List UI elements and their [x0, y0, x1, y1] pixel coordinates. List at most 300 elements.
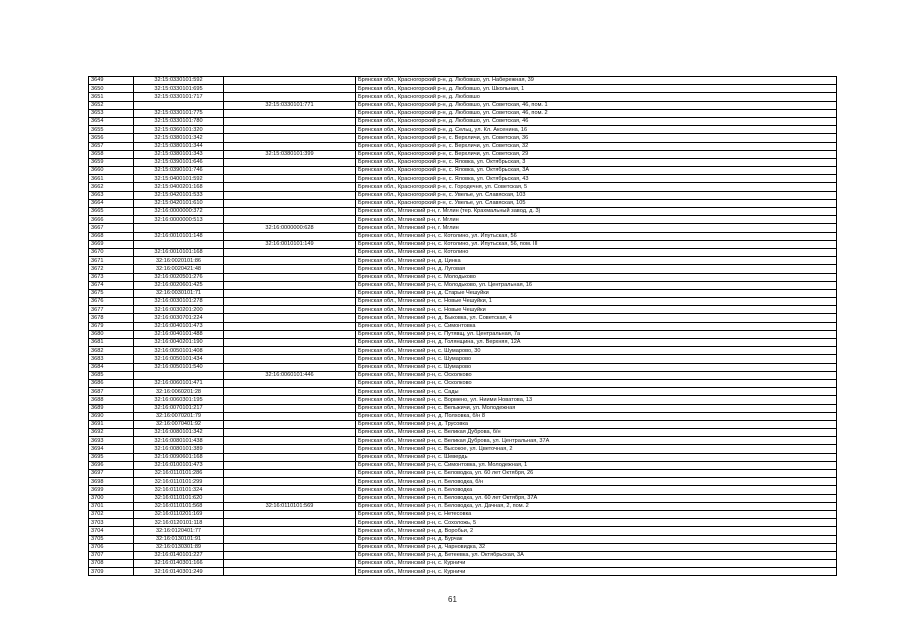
row-number-cell: 3650 [89, 85, 134, 93]
row-number-cell: 3652 [89, 101, 134, 109]
row-number-cell: 3686 [89, 379, 134, 387]
address-cell: Брянская обл., Красногорский р-н, с. Увелье, ул. Славяская, 103 [356, 191, 837, 199]
row-number-cell: 3688 [89, 396, 134, 404]
table-row [89, 232, 837, 240]
table-row [89, 560, 837, 568]
table-row [89, 298, 837, 306]
row-number-cell: 3691 [89, 420, 134, 428]
previous-number-cell [224, 420, 356, 428]
row-number-cell: 3696 [89, 461, 134, 469]
table-row [89, 568, 837, 576]
previous-number-cell [224, 77, 356, 85]
table-row [89, 183, 837, 191]
address-cell: Брянская обл., Мглинский р-н, д. Быковка, ул. Советская, 4 [356, 314, 837, 322]
page-number: 61 [448, 595, 457, 604]
previous-number-cell [224, 437, 356, 445]
previous-number-cell [224, 486, 356, 494]
table-row [89, 404, 837, 412]
row-number-cell: 3685 [89, 371, 134, 379]
address-cell: Брянская обл., Красногорский р-н, с. Яловка, ул. Октябрьская, 3А [356, 167, 837, 175]
cadastral-number-cell: 32:16:0040101:488 [134, 330, 224, 338]
table-row [89, 167, 837, 175]
cadastral-number-cell: 32:16:0030201:200 [134, 306, 224, 314]
address-cell: Брянская обл., Мглинский р-н, с. Сохоложь, 5 [356, 519, 837, 527]
address-cell: Брянская обл., Мглинский р-н, с. Новые Чешуйки, 1 [356, 298, 837, 306]
previous-number-cell [224, 208, 356, 216]
cadastral-number-cell: 32:15:0390101:746 [134, 167, 224, 175]
previous-number-cell [224, 404, 356, 412]
table-row [89, 429, 837, 437]
address-cell: Брянская обл., Мглинский р-н, с. Сады [356, 388, 837, 396]
table-row [89, 175, 837, 183]
cadastral-number-cell: 32:16:0070101:217 [134, 404, 224, 412]
table-row [89, 535, 837, 543]
table-row [89, 445, 837, 453]
address-cell: Брянская обл., Мглинский р-н, с. Шумарово [356, 363, 837, 371]
cadastral-number-cell: 32:15:0380101:344 [134, 142, 224, 150]
row-number-cell: 3655 [89, 126, 134, 134]
row-number-cell: 3662 [89, 183, 134, 191]
address-cell: Брянская обл., Мглинский р-н, с. Великая Дуброва, ул. Центральная, 37А [356, 437, 837, 445]
table-row [89, 502, 837, 510]
row-number-cell: 3657 [89, 142, 134, 150]
cadastral-number-cell: 32:15:0390101:646 [134, 158, 224, 166]
address-cell: Брянская обл., Мглинский р-н, г. Мглин [356, 216, 837, 224]
row-number-cell: 3695 [89, 453, 134, 461]
previous-number-cell [224, 289, 356, 297]
row-number-cell: 3665 [89, 208, 134, 216]
previous-number-cell [224, 134, 356, 142]
address-cell: Брянская обл., Мглинский р-н, с. Курничи [356, 560, 837, 568]
cadastral-number-cell: 32:16:0120101:118 [134, 519, 224, 527]
address-cell: Брянская обл., Мглинский р-н, с. Котолино, ул. Ипутьская, 56 [356, 232, 837, 240]
row-number-cell: 3674 [89, 281, 134, 289]
address-cell: Брянская обл., Красногорский р-н, д. Любовшо, ул. Школьная, 1 [356, 85, 837, 93]
previous-number-cell [224, 478, 356, 486]
row-number-cell: 3651 [89, 93, 134, 101]
row-number-cell: 3678 [89, 314, 134, 322]
address-cell: Брянская обл., Мглинский р-н, с. Котолино, ул. Ипутьская, 56, пом. III [356, 240, 837, 248]
previous-number-cell [224, 85, 356, 93]
address-cell: Брянская обл., Красногорский р-н, с. Увелье, ул. Славяская, 105 [356, 199, 837, 207]
cadastral-number-cell: 32:16:0020501:276 [134, 273, 224, 281]
row-number-cell: 3684 [89, 363, 134, 371]
cadastral-number-cell: 32:16:0110101:286 [134, 470, 224, 478]
row-number-cell: 3709 [89, 568, 134, 576]
previous-number-cell [224, 109, 356, 117]
cadastral-number-cell: 32:16:0080101:438 [134, 437, 224, 445]
cadastral-number-cell: 32:16:0030101:71 [134, 289, 224, 297]
previous-number-cell [224, 379, 356, 387]
cadastral-number-cell: 32:15:0400201:168 [134, 183, 224, 191]
table-row [89, 101, 837, 109]
address-cell: Брянская обл., Мглинский р-н, п. Беловодка, ул. 60 лет Октября, 37А [356, 494, 837, 502]
table-row [89, 347, 837, 355]
cadastral-number-cell: 32:16:0020601:425 [134, 281, 224, 289]
address-cell: Брянская обл., Мглинский р-н, д. Цинка [356, 257, 837, 265]
table-row [89, 519, 837, 527]
table-row [89, 510, 837, 518]
table-row [89, 478, 837, 486]
address-cell: Брянская обл., Мглинский р-н, д. Бетеевка, ул. Октябрьская, 3А [356, 551, 837, 559]
cadastral-number-cell: 32:16:0100101:473 [134, 461, 224, 469]
row-number-cell: 3697 [89, 470, 134, 478]
cadastral-number-cell: 32:16:0050101:408 [134, 347, 224, 355]
row-number-cell: 3699 [89, 486, 134, 494]
row-number-cell: 3664 [89, 199, 134, 207]
previous-number-cell [224, 330, 356, 338]
table-row [89, 494, 837, 502]
table-row [89, 322, 837, 330]
address-cell: Брянская обл., Красногорский р-н, с. Верхличи, ул. Советская, 32 [356, 142, 837, 150]
row-number-cell: 3666 [89, 216, 134, 224]
cadastral-number-cell: 32:16:0070201:79 [134, 412, 224, 420]
address-cell: Брянская обл., Мглинский р-н, д. Воробьи, 2 [356, 527, 837, 535]
address-cell: Брянская обл., Мглинский р-н, г. Мглин [356, 224, 837, 232]
table-row [89, 273, 837, 281]
cadastral-number-cell: 32:16:0060301:195 [134, 396, 224, 404]
previous-number-cell [224, 396, 356, 404]
table-row [89, 388, 837, 396]
address-cell: Брянская обл., Мглинский р-н, п. Беловодка, ул. Дачная, 2, пом. 2 [356, 502, 837, 510]
previous-number-cell [224, 527, 356, 535]
previous-number-cell [224, 265, 356, 273]
row-number-cell: 3701 [89, 502, 134, 510]
row-number-cell: 3679 [89, 322, 134, 330]
row-number-cell: 3654 [89, 117, 134, 125]
address-cell: Брянская обл., Красногорский р-н, д. Любовшо [356, 93, 837, 101]
cadastral-number-cell: 32:16:0070401:92 [134, 420, 224, 428]
address-cell: Брянская обл., Красногорский р-н, д. Любовшо, ул. Советская, 46, пом. 1 [356, 101, 837, 109]
cadastral-number-cell [134, 240, 224, 248]
address-cell: Брянская обл., Мглинский р-н, с. Беловодка, ул. 60 лет Октября, 26 [356, 470, 837, 478]
table-row [89, 379, 837, 387]
row-number-cell: 3672 [89, 265, 134, 273]
previous-number-cell [224, 93, 356, 101]
address-cell: Брянская обл., Мглинский р-н, с. Котолино [356, 248, 837, 256]
previous-number-cell [224, 199, 356, 207]
previous-number-cell [224, 167, 356, 175]
cadastral-number-cell: 32:15:0420101:610 [134, 199, 224, 207]
previous-number-cell [224, 306, 356, 314]
table-row [89, 486, 837, 494]
previous-number-cell [224, 363, 356, 371]
table-row [89, 134, 837, 142]
address-cell: Брянская обл., Мглинский р-н, д. Бурчак [356, 535, 837, 543]
previous-number-cell [224, 314, 356, 322]
table-row [89, 158, 837, 166]
cadastral-number-cell: 32:15:0330101:780 [134, 117, 224, 125]
previous-number-cell [224, 388, 356, 396]
previous-number-cell [224, 519, 356, 527]
address-cell: Брянская обл., Красногорский р-н, с. Верхличи, ул. Советская, 36 [356, 134, 837, 142]
cadastral-number-cell: 32:16:0030101:278 [134, 298, 224, 306]
address-cell: Брянская обл., Красногорский р-н, д. Любовшо, ул. Советская, 46, пом. 2 [356, 109, 837, 117]
address-cell: Брянская обл., Мглинский р-н, с. Шумарово, 30 [356, 347, 837, 355]
table-row [89, 527, 837, 535]
row-number-cell: 3667 [89, 224, 134, 232]
cadastral-number-cell: 32:16:0110101:299 [134, 478, 224, 486]
table-row [89, 93, 837, 101]
address-cell: Брянская обл., Мглинский р-н, с. Шумарово [356, 355, 837, 363]
row-number-cell: 3692 [89, 429, 134, 437]
address-cell: Брянская обл., Мглинский р-н, д. Луговая [356, 265, 837, 273]
row-number-cell: 3700 [89, 494, 134, 502]
row-number-cell: 3705 [89, 535, 134, 543]
table-row [89, 314, 837, 322]
table-row [89, 453, 837, 461]
previous-number-cell [224, 445, 356, 453]
row-number-cell: 3681 [89, 339, 134, 347]
cadastral-number-cell: 32:16:0030701:224 [134, 314, 224, 322]
previous-number-cell: 32:16:0010101:149 [224, 240, 356, 248]
cadastral-number-cell: 32:16:0020421:48 [134, 265, 224, 273]
address-cell: Брянская обл., Мглинский р-н, д. Голянщина, ул. Верхняя, 12А [356, 339, 837, 347]
table-row [89, 117, 837, 125]
previous-number-cell: 32:16:0000000:628 [224, 224, 356, 232]
cadastral-number-cell: 32:16:0060201:28 [134, 388, 224, 396]
previous-number-cell: 32:16:0060101:446 [224, 371, 356, 379]
address-cell: Брянская обл., Мглинский р-н, д. Чарновидка, 32 [356, 543, 837, 551]
table-row [89, 355, 837, 363]
table-row [89, 281, 837, 289]
address-cell: Брянская обл., Красногорский р-н, д. Любовшо, ул. Набережная, 39 [356, 77, 837, 85]
previous-number-cell [224, 273, 356, 281]
cadastral-number-cell: 32:16:0080101:342 [134, 429, 224, 437]
previous-number-cell [224, 183, 356, 191]
cadastral-number-cell: 32:16:0090601:168 [134, 453, 224, 461]
cadastral-number-cell: 32:16:0040101:473 [134, 322, 224, 330]
table-row [89, 77, 837, 85]
row-number-cell: 3698 [89, 478, 134, 486]
previous-number-cell [224, 510, 356, 518]
cadastral-number-cell: 32:16:0130301:89 [134, 543, 224, 551]
table-row [89, 543, 837, 551]
table-row [89, 396, 837, 404]
table-row [89, 109, 837, 117]
previous-number-cell [224, 347, 356, 355]
cadastral-number-cell [134, 101, 224, 109]
table-row [89, 412, 837, 420]
previous-number-cell [224, 248, 356, 256]
cadastral-number-cell: 32:15:0380101:342 [134, 134, 224, 142]
cadastral-number-cell: 32:16:0080101:389 [134, 445, 224, 453]
previous-number-cell [224, 158, 356, 166]
cadastral-number-cell: 32:16:0110201:169 [134, 510, 224, 518]
row-number-cell: 3676 [89, 298, 134, 306]
table-row [89, 437, 837, 445]
table-row [89, 142, 837, 150]
row-number-cell: 3663 [89, 191, 134, 199]
previous-number-cell [224, 142, 356, 150]
address-cell: Брянская обл., Мглинский р-н, с. Вормено, ул. Ниими Новатова, 13 [356, 396, 837, 404]
table-row [89, 330, 837, 338]
row-number-cell: 3656 [89, 134, 134, 142]
table-row [89, 420, 837, 428]
row-number-cell: 3680 [89, 330, 134, 338]
previous-number-cell [224, 429, 356, 437]
address-cell: Брянская обл., Мглинский р-н, с. Осколково [356, 371, 837, 379]
previous-number-cell [224, 322, 356, 330]
previous-number-cell: 32:16:0110101:569 [224, 502, 356, 510]
cadastral-number-cell [134, 224, 224, 232]
cadastral-number-cell: 32:15:0330101:695 [134, 85, 224, 93]
address-cell: Брянская обл., Мглинский р-н, д. Трусовка [356, 420, 837, 428]
address-cell: Брянская обл., Мглинский р-н, с. Великая Дуброва, б/н [356, 429, 837, 437]
address-cell: Брянская обл., Мглинский р-н, д. Старые Чешуйки [356, 289, 837, 297]
row-number-cell: 3658 [89, 150, 134, 158]
address-cell: Брянская обл., Красногорский р-н, с. Верхличи, ул. Советская, 29 [356, 150, 837, 158]
cadastral-number-cell: 32:16:0120401:77 [134, 527, 224, 535]
table-row [89, 363, 837, 371]
table-row [89, 191, 837, 199]
row-number-cell: 3703 [89, 519, 134, 527]
table-row [89, 126, 837, 134]
previous-number-cell [224, 543, 356, 551]
cadastral-number-cell: 32:16:0140301:249 [134, 568, 224, 576]
cadastral-number-cell: 32:15:0420101:533 [134, 191, 224, 199]
address-cell: Брянская обл., Красногорский р-н, с. Яловка, ул. Октябрьская, 43 [356, 175, 837, 183]
previous-number-cell [224, 412, 356, 420]
row-number-cell: 3707 [89, 551, 134, 559]
table-row [89, 240, 837, 248]
cadastral-number-cell [134, 371, 224, 379]
row-number-cell: 3671 [89, 257, 134, 265]
table-row [89, 461, 837, 469]
cadastral-number-cell: 32:16:0110101:568 [134, 502, 224, 510]
row-number-cell: 3659 [89, 158, 134, 166]
cadastral-number-cell: 32:16:0010101:168 [134, 248, 224, 256]
table-body [89, 77, 837, 576]
previous-number-cell [224, 355, 356, 363]
previous-number-cell [224, 453, 356, 461]
row-number-cell: 3670 [89, 248, 134, 256]
previous-number-cell: 32:15:0380101:399 [224, 150, 356, 158]
table-row [89, 248, 837, 256]
cadastral-number-cell: 32:15:0400101:592 [134, 175, 224, 183]
previous-number-cell [224, 339, 356, 347]
address-cell: Брянская обл., Мглинский р-н, с. Молодьково [356, 273, 837, 281]
table-row [89, 306, 837, 314]
cadastral-number-cell: 32:16:0050101:434 [134, 355, 224, 363]
cadastral-number-cell: 32:16:0050101:540 [134, 363, 224, 371]
address-cell: Брянская обл., Мглинский р-н, п. Беловодка [356, 486, 837, 494]
row-number-cell: 3687 [89, 388, 134, 396]
previous-number-cell: 32:15:0330101:771 [224, 101, 356, 109]
previous-number-cell [224, 281, 356, 289]
table-row [89, 371, 837, 379]
address-cell: Брянская обл., Мглинский р-н, с. Вельжичи, ул. Молодежная [356, 404, 837, 412]
address-cell: Брянская обл., Мглинский р-н, г. Мглин (тер. Крахмальный завод, д. 3) [356, 208, 837, 216]
cadastral-number-cell: 32:15:0330101:775 [134, 109, 224, 117]
previous-number-cell [224, 560, 356, 568]
previous-number-cell [224, 117, 356, 125]
address-cell: Брянская обл., Мглинский р-н, с. Молодьково, ул. Центральная, 16 [356, 281, 837, 289]
previous-number-cell [224, 257, 356, 265]
previous-number-cell [224, 535, 356, 543]
address-cell: Брянская обл., Мглинский р-н, с. Осколково [356, 379, 837, 387]
table-row [89, 339, 837, 347]
address-cell: Брянская обл., Мглинский р-н, д. Полховка, б/н 8 [356, 412, 837, 420]
row-number-cell: 3689 [89, 404, 134, 412]
table-row [89, 216, 837, 224]
cadastral-number-cell: 32:16:0000000:513 [134, 216, 224, 224]
cadastral-number-cell: 32:16:0000000:372 [134, 208, 224, 216]
row-number-cell: 3669 [89, 240, 134, 248]
row-number-cell: 3683 [89, 355, 134, 363]
row-number-cell: 3673 [89, 273, 134, 281]
cadastral-number-cell: 32:15:0380101:343 [134, 150, 224, 158]
cadastral-number-cell: 32:16:0010101:148 [134, 232, 224, 240]
row-number-cell: 3653 [89, 109, 134, 117]
address-cell: Брянская обл., Мглинский р-н, с. Новые Чешуйки [356, 306, 837, 314]
table-row [89, 199, 837, 207]
row-number-cell: 3693 [89, 437, 134, 445]
cadastral-number-cell: 32:16:0140101:227 [134, 551, 224, 559]
cadastral-number-cell: 32:15:0360101:320 [134, 126, 224, 134]
table-row [89, 470, 837, 478]
row-number-cell: 3682 [89, 347, 134, 355]
cadastral-number-cell: 32:15:0330101:717 [134, 93, 224, 101]
address-cell: Брянская обл., Мглинский р-н, с. Высокое, ул. Цветочная, 2 [356, 445, 837, 453]
address-cell: Брянская обл., Мглинский р-н, п. Беловодка, б/н [356, 478, 837, 486]
previous-number-cell [224, 470, 356, 478]
row-number-cell: 3660 [89, 167, 134, 175]
address-cell: Брянская обл., Красногорский р-н, с. Яловка, ул. Октябрьская, 3 [356, 158, 837, 166]
table-row [89, 208, 837, 216]
table-row [89, 257, 837, 265]
cadastral-number-cell: 32:16:0140301:166 [134, 560, 224, 568]
row-number-cell: 3661 [89, 175, 134, 183]
previous-number-cell [224, 175, 356, 183]
previous-number-cell [224, 191, 356, 199]
previous-number-cell [224, 216, 356, 224]
row-number-cell: 3649 [89, 77, 134, 85]
row-number-cell: 3675 [89, 289, 134, 297]
address-cell: Брянская обл., Мглинский р-н, с. Нетесовка [356, 510, 837, 518]
row-number-cell: 3690 [89, 412, 134, 420]
address-cell: Брянская обл., Мглинский р-н, с. Курничи [356, 568, 837, 576]
previous-number-cell [224, 494, 356, 502]
address-cell: Брянская обл., Мглинский р-н, с. Симонтовка [356, 322, 837, 330]
row-number-cell: 3694 [89, 445, 134, 453]
cadastral-number-cell: 32:16:0110101:324 [134, 486, 224, 494]
previous-number-cell [224, 461, 356, 469]
previous-number-cell [224, 126, 356, 134]
table-row [89, 224, 837, 232]
cadastral-number-cell: 32:16:0040201:190 [134, 339, 224, 347]
table-row [89, 289, 837, 297]
table-row [89, 150, 837, 158]
address-cell: Брянская обл., Мглинский р-н, с. Путявщ, ул. Центральная, 7а [356, 330, 837, 338]
table-row [89, 85, 837, 93]
row-number-cell: 3704 [89, 527, 134, 535]
row-number-cell: 3677 [89, 306, 134, 314]
previous-number-cell [224, 568, 356, 576]
row-number-cell: 3706 [89, 543, 134, 551]
cadastral-number-cell: 32:16:0130101:91 [134, 535, 224, 543]
data-table [88, 76, 837, 576]
address-cell: Брянская обл., Мглинский р-н, с. Симонтовка, ул. Молодежная, 1 [356, 461, 837, 469]
address-cell: Брянская обл., Красногорский р-н, с. Городечня, ул. Советская, 5 [356, 183, 837, 191]
previous-number-cell [224, 551, 356, 559]
address-cell: Брянская обл., Красногорский р-н, д. Сельц, ул. Кл. Аксенина, 16 [356, 126, 837, 134]
address-cell: Брянская обл., Красногорский р-н, д. Любовшо, ул. Советская, 46 [356, 117, 837, 125]
cadastral-number-cell: 32:16:0110101:620 [134, 494, 224, 502]
cadastral-number-cell: 32:16:0060101:471 [134, 379, 224, 387]
cadastral-number-cell: 32:16:0020101:86 [134, 257, 224, 265]
address-cell: Брянская обл., Мглинский р-н, с. Шевердь [356, 453, 837, 461]
